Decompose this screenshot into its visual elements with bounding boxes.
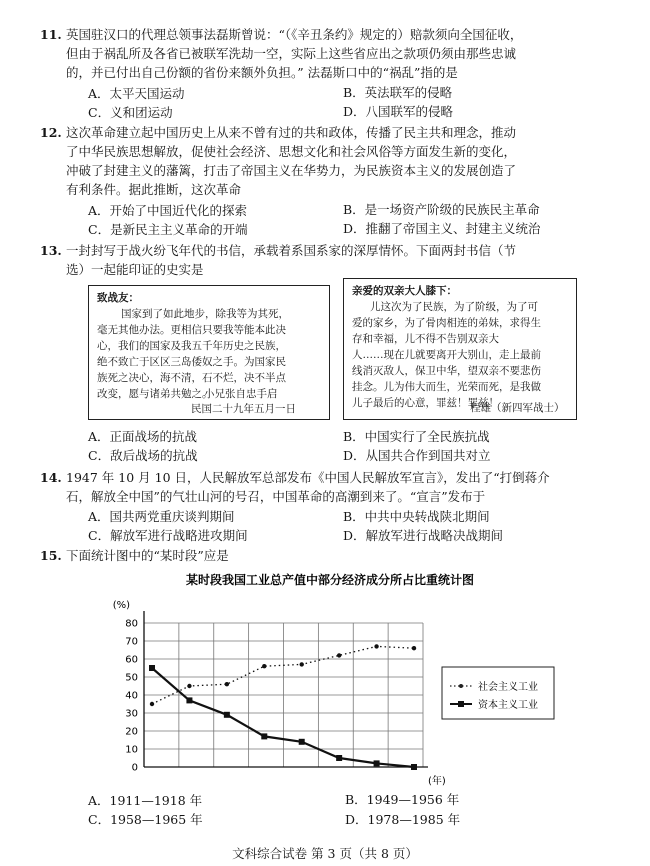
series-line-capitalist <box>152 668 414 767</box>
q12-stem-line-3: 冲破了封建主义的藩篱，打击了帝国主义在华势力，为民族资本主义的发展创造了 <box>66 163 517 178</box>
q15-stem: 下面统计图中的“某时段”应是 <box>66 548 229 563</box>
q11-stem-line-3: 的，并已付出自己份额的省份来额外负担。” 法磊斯口中的“祸乱”指的是 <box>66 65 458 80</box>
q15-option-b[interactable]: B．1949—1956 年 <box>345 792 460 807</box>
letter2-body-line: 儿子最后的心意，罪兹！罪兹！ <box>352 397 499 409</box>
data-point-socialist <box>300 662 304 666</box>
data-point-socialist <box>225 682 229 686</box>
q12-option-c[interactable]: C．是新民主主义革命的开端 <box>88 222 248 237</box>
q12-number: 12. <box>40 125 62 140</box>
letter2-body-line: 线消灭敌人，保卫中华，望双亲不要悲伤 <box>352 365 541 377</box>
legend-label-capitalist: 资本主义工业 <box>478 700 538 711</box>
q11-number: 11. <box>40 27 62 42</box>
data-point-socialist <box>262 664 266 668</box>
y-axis-ticks <box>125 619 138 774</box>
letter2-greeting: 亲爱的双亲大人膝下： <box>352 285 457 297</box>
chart-legend <box>442 667 554 719</box>
letter1-body-line: 心，我们的国家及我五千年历史之民族， <box>97 340 286 352</box>
letter1-body-line: 绝不致亡于区区三岛倭奴之手。为国家民 <box>97 356 286 368</box>
letter1-body-line: 族死之决心，海不清，石不烂，决不半点 <box>97 372 286 384</box>
data-point-capitalist <box>261 733 267 739</box>
y-tick-label: 80 <box>125 618 138 630</box>
q11-stem-line-2: 但由于祸乱所及各省已被联军洗劫一空，实际上这些省应出之款项仍须由那些忠诚 <box>66 46 517 61</box>
q13-option-c[interactable]: C．敌后战场的抗战 <box>88 448 198 463</box>
letter2-body-line: 儿这次为了民族，为了阶级，为了可 <box>370 301 538 313</box>
q12-stem-line-1: 这次革命建立起中国历史上从来不曾有过的共和政体，传播了民主共和理念，推动 <box>66 125 517 140</box>
letter1-body-line: 毫无其他办法。更相信只要我等能本此决 <box>97 324 286 336</box>
letter2-body-line: 人……现在儿就要离开大别山，走上最前 <box>352 349 541 361</box>
y-tick-label: 10 <box>125 744 138 756</box>
data-point-capitalist <box>374 760 380 766</box>
q13-stem-line-2: 选）一起能印证的史实是 <box>66 262 204 277</box>
q12-option-a[interactable]: A．开始了中国近代化的探索 <box>88 203 248 218</box>
q11-option-d[interactable]: D．八国联军的侵略 <box>343 104 454 119</box>
q13-option-b[interactable]: B．中国实行了全民族抗战 <box>343 429 490 444</box>
q13-stem-line-1: 一封封写于战火纷飞年代的书信，承载着系国系家的深厚情怀。下面两封书信（节 <box>66 243 517 258</box>
y-tick-label: 40 <box>125 690 138 702</box>
legend-marker-capitalist <box>458 701 464 707</box>
letter1-greeting: 致战友： <box>97 292 139 304</box>
x-axis-unit: (年) <box>428 776 446 787</box>
page-footer: 文科综合试卷 第 3 页（共 8 页） <box>232 846 418 861</box>
y-axis-unit: (%) <box>112 600 130 611</box>
data-point-socialist <box>412 646 416 650</box>
q13-option-a[interactable]: A．正面战场的抗战 <box>88 429 198 444</box>
q14-stem-line-1: 1947 年 10 月 10 日，人民解放军总部发布《中国人民解放军宣言》，发出了“打倒蒋介 <box>66 470 550 485</box>
y-tick-label: 20 <box>125 726 138 738</box>
data-point-socialist <box>187 684 191 688</box>
q12-option-d[interactable]: D．推翻了帝国主义、封建主义统治 <box>343 221 541 236</box>
q14-option-c[interactable]: C．解放军进行战略进攻期间 <box>88 528 248 543</box>
q11-option-c[interactable]: C．义和团运动 <box>88 105 173 120</box>
data-point-capitalist <box>299 739 305 745</box>
data-point-capitalist <box>224 712 230 718</box>
letter1-signature: 小兄张自忠手启 <box>204 388 278 400</box>
data-point-capitalist <box>411 764 417 770</box>
legend-label-socialist: 社会主义工业 <box>478 682 538 693</box>
letter1-body-line: 改变，愿与诸弟共勉之。 <box>97 388 213 400</box>
q12-stem-line-4: 有利条件。据此推断，这次革命 <box>66 182 242 197</box>
y-tick-label: 0 <box>131 762 138 774</box>
q11-option-b[interactable]: B．英法联军的侵略 <box>343 85 453 100</box>
data-point-capitalist <box>149 665 155 671</box>
q14-stem-line-2: 石，解放全中国”的气壮山河的号召，中国革命的高潮到来了。“宣言”发布于 <box>66 489 486 504</box>
chart-title: 某时段我国工业总产值中部分经济成分所占比重统计图 <box>185 573 475 587</box>
data-point-socialist <box>374 644 378 648</box>
letter2-body-line: 挂念。儿为伟大而生，光荣而死，是我做 <box>352 381 541 393</box>
q15-option-a[interactable]: A．1911—1918 年 <box>88 793 203 808</box>
data-point-socialist <box>337 653 341 657</box>
q12-option-b[interactable]: B．是一场资产阶级的民族民主革命 <box>343 202 540 217</box>
q14-number: 14. <box>40 470 62 485</box>
q11-option-a[interactable]: A．太平天国运动 <box>88 86 185 101</box>
q14-option-d[interactable]: D．解放军进行战略决战期间 <box>343 528 504 543</box>
chart-axes <box>144 611 428 767</box>
y-tick-label: 60 <box>125 654 138 666</box>
letter2-body-line: 存和幸福，儿不得不告别双亲大 <box>352 333 499 345</box>
letter2-body-line: 爱的家乡，为了骨肉相连的弟妹，求得生 <box>352 317 541 329</box>
q15-number: 15. <box>40 548 62 563</box>
legend-marker-socialist <box>459 684 463 688</box>
q13-option-d[interactable]: D．从国共合作到国共对立 <box>343 448 491 463</box>
letter1-body-line: 国家到了如此地步，除我等为其死， <box>121 308 289 320</box>
y-tick-label: 50 <box>125 672 138 684</box>
q11-stem-line-1: 英国驻汉口的代理总领事法磊斯曾说：“（《辛丑条约》规定的）赔款须向全国征收， <box>66 27 523 42</box>
data-point-capitalist <box>186 697 192 703</box>
chart-gridlines <box>144 623 423 767</box>
y-tick-label: 30 <box>125 708 138 720</box>
q14-option-b[interactable]: B．中共中央转战陕北期间 <box>343 509 490 524</box>
q15-option-c[interactable]: C．1958—1965 年 <box>88 812 203 827</box>
letter-zhang-zizhong <box>88 285 330 420</box>
data-point-capitalist <box>336 755 342 761</box>
q14-option-a[interactable]: A．国共两党重庆谈判期间 <box>88 509 235 524</box>
y-tick-label: 70 <box>125 636 138 648</box>
letter2-signature: 程雄（新四军战士） <box>470 402 565 414</box>
chart-series <box>149 644 417 770</box>
letter1-date: 民国二十九年五月一日 <box>191 403 296 415</box>
industry-share-line-chart <box>78 568 578 796</box>
letter-cheng-xiong <box>343 278 577 420</box>
q12-stem-line-2: 了中华民族思想解放，促使社会经济、思想文化和社会风俗等方面发生新的变化， <box>66 144 517 159</box>
q15-option-d[interactable]: D．1978—1985 年 <box>345 812 461 827</box>
q13-number: 13. <box>40 243 62 258</box>
data-point-socialist <box>150 702 154 706</box>
